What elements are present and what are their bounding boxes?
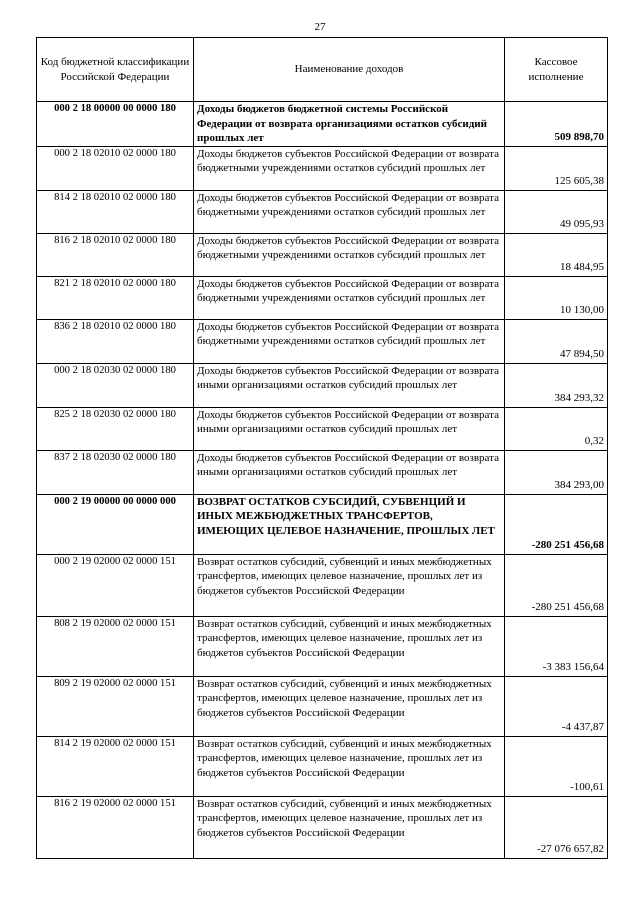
row-amount: 384 293,32 xyxy=(505,363,608,407)
row-amount: -4 437,87 xyxy=(505,676,608,736)
row-name: Возврат остатков субсидий, субвенций и иных межбюджетных трансфертов, имеющих целевое назначение, прошлых лет из бюджетов субъектов Российской Федерации xyxy=(194,796,505,858)
row-code: 816 2 19 02000 02 0000 151 xyxy=(37,796,194,858)
row-name: Доходы бюджетов субъектов Российской Федерации от возврата бюджетными учреждениями остатков субсидий прошлых лет xyxy=(194,190,505,233)
row-amount: 10 130,00 xyxy=(505,276,608,319)
row-name: Возврат остатков субсидий, субвенций и иных межбюджетных трансфертов, имеющих целевое назначение, прошлых лет из бюджетов субъектов Российской Федерации xyxy=(194,736,505,796)
row-name: ВОЗВРАТ ОСТАТКОВ СУБСИДИЙ, СУБВЕНЦИЙ И ИНЫХ МЕЖБЮДЖЕТНЫХ ТРАНСФЕРТОВ, ИМЕЮЩИХ ЦЕЛЕВОЕ НАЗНАЧЕНИЕ, ПРОШЛЫХ ЛЕТ xyxy=(194,494,505,554)
table-row xyxy=(37,450,608,494)
header-code: Код бюджетной классификации Российской Федерации xyxy=(37,38,194,102)
row-name: Доходы бюджетов бюджетной системы Российской Федерации от возврата организациями остатков субсидий прошлых лет xyxy=(194,102,505,147)
budget-revenue-table xyxy=(36,37,608,859)
row-amount: 0,32 xyxy=(505,407,608,450)
row-code: 814 2 18 02010 02 0000 180 xyxy=(37,190,194,233)
table-row xyxy=(37,676,608,736)
row-code: 809 2 19 02000 02 0000 151 xyxy=(37,676,194,736)
row-code: 836 2 18 02010 02 0000 180 xyxy=(37,319,194,363)
table-row xyxy=(37,616,608,676)
table-body xyxy=(37,102,608,859)
row-code: 837 2 18 02030 02 0000 180 xyxy=(37,450,194,494)
header-name: Наименование доходов xyxy=(194,38,505,102)
row-name: Возврат остатков субсидий, субвенций и иных межбюджетных трансфертов, имеющих целевое назначение, прошлых лет из бюджетов субъектов Российской Федерации xyxy=(194,616,505,676)
row-name: Доходы бюджетов субъектов Российской Федерации от возврата иными организациями остатков субсидий прошлых лет xyxy=(194,407,505,450)
table-row xyxy=(37,190,608,233)
row-code: 821 2 18 02010 02 0000 180 xyxy=(37,276,194,319)
row-amount: -3 383 156,64 xyxy=(505,616,608,676)
row-name: Доходы бюджетов субъектов Российской Федерации от возврата бюджетными учреждениями остатков субсидий прошлых лет xyxy=(194,319,505,363)
table-row xyxy=(37,736,608,796)
row-code: 000 2 19 00000 00 0000 000 xyxy=(37,494,194,554)
row-name: Доходы бюджетов субъектов Российской Федерации от возврата иными организациями остатков субсидий прошлых лет xyxy=(194,363,505,407)
row-amount: -280 251 456,68 xyxy=(505,554,608,616)
row-amount: 384 293,00 xyxy=(505,450,608,494)
table-row xyxy=(37,276,608,319)
row-amount: 49 095,93 xyxy=(505,190,608,233)
table-row xyxy=(37,146,608,190)
table-row xyxy=(37,233,608,276)
table-row xyxy=(37,554,608,616)
row-code: 825 2 18 02030 02 0000 180 xyxy=(37,407,194,450)
row-code: 816 2 18 02010 02 0000 180 xyxy=(37,233,194,276)
row-code: 000 2 18 02030 02 0000 180 xyxy=(37,363,194,407)
row-name: Доходы бюджетов субъектов Российской Федерации от возврата бюджетными учреждениями остатков субсидий прошлых лет xyxy=(194,146,505,190)
row-name: Доходы бюджетов субъектов Российской Федерации от возврата бюджетными учреждениями остатков субсидий прошлых лет xyxy=(194,276,505,319)
table-row xyxy=(37,407,608,450)
row-amount: 509 898,70 xyxy=(505,102,608,147)
row-name: Доходы бюджетов субъектов Российской Федерации от возврата иными организациями остатков субсидий прошлых лет xyxy=(194,450,505,494)
table-row xyxy=(37,363,608,407)
table-row xyxy=(37,102,608,147)
row-code: 808 2 19 02000 02 0000 151 xyxy=(37,616,194,676)
row-code: 000 2 19 02000 02 0000 151 xyxy=(37,554,194,616)
table-header-row xyxy=(37,38,608,102)
row-code: 000 2 18 02010 02 0000 180 xyxy=(37,146,194,190)
row-amount: 18 484,95 xyxy=(505,233,608,276)
row-amount: 47 894,50 xyxy=(505,319,608,363)
row-name: Доходы бюджетов субъектов Российской Федерации от возврата бюджетными учреждениями остатков субсидий прошлых лет xyxy=(194,233,505,276)
row-amount: 125 605,38 xyxy=(505,146,608,190)
row-amount: -27 076 657,82 xyxy=(505,796,608,858)
row-name: Возврат остатков субсидий, субвенций и иных межбюджетных трансфертов, имеющих целевое назначение, прошлых лет из бюджетов субъектов Российской Федерации xyxy=(194,554,505,616)
row-code: 814 2 19 02000 02 0000 151 xyxy=(37,736,194,796)
table-row xyxy=(37,319,608,363)
row-name: Возврат остатков субсидий, субвенций и иных межбюджетных трансфертов, имеющих целевое назначение, прошлых лет из бюджетов субъектов Российской Федерации xyxy=(194,676,505,736)
page-number: 27 xyxy=(314,21,326,33)
table-row xyxy=(37,796,608,858)
row-amount: -100,61 xyxy=(505,736,608,796)
header-amount: Кассовое исполнение xyxy=(505,38,608,102)
row-amount: -280 251 456,68 xyxy=(505,494,608,554)
row-code: 000 2 18 00000 00 0000 180 xyxy=(37,102,194,147)
table-row xyxy=(37,494,608,554)
